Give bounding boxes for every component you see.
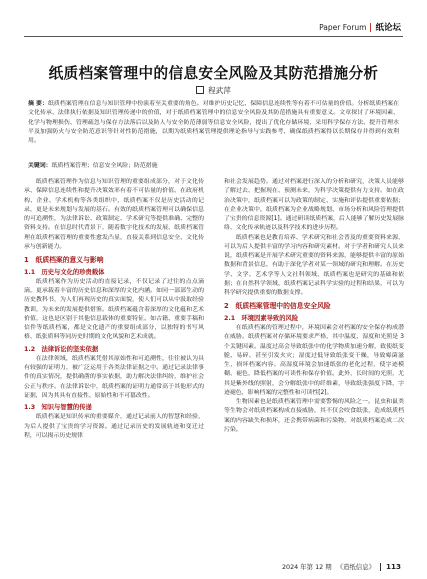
left-column	[24, 178, 204, 441]
paragraph-1-2: 在法律领域，纸质档案凭借其原始性和可追溯性，往往被认为具有较强的证明力，被广泛运用于各类法律证据之中。通过记录法律事件的真实情况，提供确凿的事实依据，助力解决法律纠纷，维护社会公正与秩序。在法律诉讼中，纸质档案的证明力通常高于其他形式的证据，因为其具有直接性、原始性和不可篡改性。	[24, 355, 204, 399]
abstract-label: 摘 要：	[28, 101, 48, 107]
author-name: 程武萍	[208, 86, 231, 95]
header-forum-label: Paper Forum	[319, 22, 367, 32]
subsection-heading-1-2: 1.2 法律诉讼的坚实依据	[24, 345, 99, 353]
abstract-text: 纸质档案管理在信息与知识管理中扮演着至关重要的角色。对维护历史记忆、保障信息连续性等有着不可估量的价值。分析纸质档案在文化传承、法律执行依据及知识管理传递中的价值，对于纸质档案管理中的信息安全风险及其防范措施具有重要意义。文章探讨了环境因素、化学与物理损伤、管理疏忽与保存方法落后以及防人与安全防范薄弱等信息安全风险，提出了优化存储环境、采用科学保存方法、提升管理水平及加强防火与安全防范意识等针对性防范措施，以期为纸质档案管理提供理论指导与实践参考，确保纸质档案得以长期保存并得到有效利用。	[28, 101, 399, 145]
subsection-heading-1-3: 1.3 知识与智慧的传递	[24, 404, 92, 411]
keywords	[28, 162, 399, 171]
paragraph-1-1: 纸质档案作为历史活动的直接记录，不仅记录了过往的点点滴滴，更承载着丰富的历史信息和深厚的文化内涵。如同一部部生动的历史教科书，为人们再现历史的真实面貌，使人们可以从中汲取经验教训，为未来的发展提供借鉴。纸质档案蕴含着深厚的文化蕴和艺术价值，这也是区别于其他信息载体的重要特征。如古籍、重要手稿和信件等纸质档案，都是文化遗产的重要组成部分，以独特的书写风格、纸张质料等同历史时期的文化风貌和艺术成就。	[24, 278, 204, 341]
right-column	[224, 178, 404, 435]
author-box-icon	[196, 86, 204, 94]
subsection-heading-2-1: 2.1 环境因素导致的风险	[224, 314, 299, 322]
article-author	[0, 85, 427, 96]
intro-paragraph-2: 纸质档案也是教育培养、学术研究和社会普及的重要资料来源，可以为后人提供丰富的学习内容和研究素材。对于学者和研究人员来说，纸质档案是开展学术研究重要的资料来源，能够提供丰富的原始数据和背景信息，有助于深化学者对某一领域的研究和理解。在历史学、文学、艺术学等人文社科领域，纸质档案也是研究的基础和依据；在自然科学领域，纸质档案记录科学实验的过程和结果，可以为科学研究提供重要的数据支撑。	[224, 234, 404, 296]
paragraph-2-1b: 生物因素也是纸质档案管理中需要警惕的风险之一。昆虫和鼠类等生物会对纸质档案构成直接威胁，其不仅会咬食纸张，造成纸质档案的内容缺失和损坏，还会携带病菌和污染物，对纸质档案造成二次污染。	[224, 399, 404, 433]
section-heading-1: 1 纸质档案的意义与影响	[24, 256, 104, 264]
article-title: 纸质档案管理中的信息安全风险及其防范措施分析	[48, 65, 379, 82]
page-footer	[282, 562, 401, 571]
page-number: 113	[385, 562, 401, 571]
section-heading-2: 2 纸质档案管理中的信息安全风险	[224, 302, 331, 311]
abstract	[28, 100, 399, 146]
paragraph-2-1: 在纸质档案的管理过程中，环境因素会对档案的安全保存构成潜在威胁。纸质档案对存储环境要求严格，其中温度、湿度和光照是 3 个关键因素。温度过高会导致纸张中的化学物质加速分解，致使纸变脆、易碎、甚至引发火灾；湿度过低导致纸张变干燥，导致霉菌滋生，损坏档案内容。高湿度环境会加速纸张的老化过程，使字迹模糊、褪色，降低档案的可读性和保存价值。此外，长时间的光照，尤其是紫外线的照射，会分解纸张中的纤维素，导致纸张强度下降，字迹褪色，影响档案的完整性和可读性[2]。	[224, 325, 404, 396]
footer-journal: 《造纸信息》	[336, 563, 375, 571]
intro-paragraph: 纸质档案管理作为信息与知识管理的重要组成部分，对于文化传承、保障信息连续性和提升决策效率有着不可估量的价值。在政府机构、企业、学术机构等各类组织中，纸质档案不仅是历史活动的记录，更是未来规划与发展的基石。有效的纸质档案管理可以确保信息的可追溯性，为法律诉讼、政策制定、学术研究等提供准确、完整的资料支持。在信息时代背景下，随着数字化技术的发展，纸质档案管理在纸质档案管理的重要性愈发凸显，直接关系到信息安全、文化传承与创新能力。	[24, 179, 204, 250]
keywords-text: 纸质档案管理；信息安全风险；防范措施	[51, 163, 158, 169]
subsection-heading-1-1: 1.1 历史与文化的珍贵载体	[24, 268, 105, 276]
continued-paragraph: 和社会发展趋势。通过对档案进行深入的分析和研究，决策人员能够了解过去、把握现在、预测未来，为科学决策提供有力支持。如在政治决策中，纸质档案可以为政策的制定、实施和评估提供重要依据；在企业决策中，纸质档案为企业战略规划、市场分析和风险管理提供了宝贵的信息资源[1]。通过研读纸质档案，后人能够了解历史发展脉络、文化传承轨迹以及科学技术的进步历程。	[224, 179, 404, 232]
header-section-label: 纸论坛	[375, 23, 401, 33]
paragraph-1-3: 纸质档案是知识传承的重要媒介，通过记录前人的智慧和经验，为后人提供了宝贵的学习资源。通过记录历史的发展轨迹和变迁过程，可以揭示历史规律	[24, 414, 204, 439]
header-divider	[370, 23, 371, 32]
footer-issue: 2024 年第 12 期	[281, 563, 332, 571]
keywords-label: 关键词：	[28, 163, 52, 169]
header-rule	[24, 36, 403, 37]
footer-divider	[380, 563, 381, 571]
running-header	[319, 20, 401, 34]
